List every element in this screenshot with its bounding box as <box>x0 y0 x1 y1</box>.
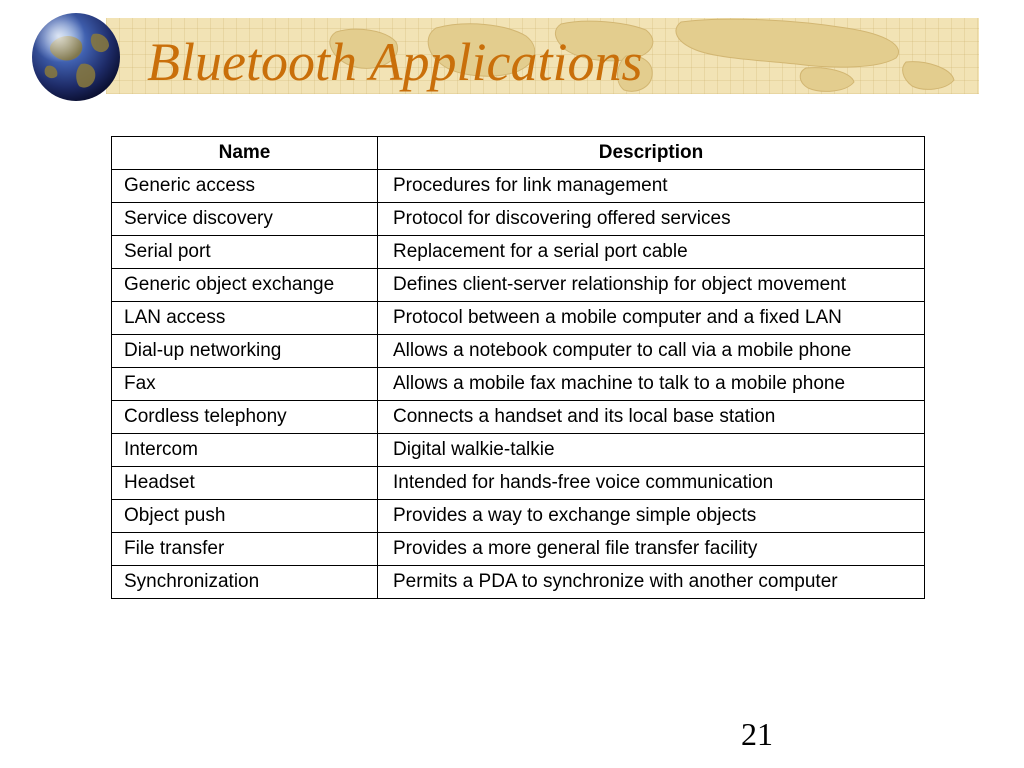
cell-description: Allows a mobile fax machine to talk to a mobile phone <box>378 368 925 401</box>
globe-icon <box>31 12 121 102</box>
table-row <box>112 269 925 302</box>
table-row <box>112 170 925 203</box>
cell-name: LAN access <box>112 302 378 335</box>
cell-name: Generic access <box>112 170 378 203</box>
column-header-description: Description <box>378 137 925 170</box>
table-row <box>112 566 925 599</box>
cell-description: Protocol for discovering offered services <box>378 203 925 236</box>
table-row <box>112 236 925 269</box>
cell-name: File transfer <box>112 533 378 566</box>
table-row <box>112 368 925 401</box>
cell-name: Fax <box>112 368 378 401</box>
cell-name: Object push <box>112 500 378 533</box>
cell-description: Procedures for link management <box>378 170 925 203</box>
cell-name: Intercom <box>112 434 378 467</box>
cell-description: Provides a more general file transfer facility <box>378 533 925 566</box>
table-row <box>112 302 925 335</box>
cell-description: Connects a handset and its local base station <box>378 401 925 434</box>
table-row <box>112 335 925 368</box>
page-number: 21 <box>741 716 773 752</box>
table-row <box>112 500 925 533</box>
table-row <box>112 434 925 467</box>
cell-description: Intended for hands-free voice communication <box>378 467 925 500</box>
cell-name: Serial port <box>112 236 378 269</box>
table-row <box>112 401 925 434</box>
cell-name: Cordless telephony <box>112 401 378 434</box>
table-header-row <box>112 137 925 170</box>
cell-name: Service discovery <box>112 203 378 236</box>
table-row <box>112 533 925 566</box>
slide-title: Bluetooth Applications <box>147 32 643 92</box>
cell-description: Permits a PDA to synchronize with another computer <box>378 566 925 599</box>
cell-name: Dial-up networking <box>112 335 378 368</box>
cell-description: Allows a notebook computer to call via a mobile phone <box>378 335 925 368</box>
bluetooth-applications-table <box>111 136 925 599</box>
cell-description: Provides a way to exchange simple objects <box>378 500 925 533</box>
cell-name: Generic object exchange <box>112 269 378 302</box>
table-row <box>112 203 925 236</box>
table-row <box>112 467 925 500</box>
cell-description: Defines client-server relationship for object movement <box>378 269 925 302</box>
cell-description: Replacement for a serial port cable <box>378 236 925 269</box>
column-header-name: Name <box>112 137 378 170</box>
cell-name: Headset <box>112 467 378 500</box>
cell-description: Protocol between a mobile computer and a fixed LAN <box>378 302 925 335</box>
cell-name: Synchronization <box>112 566 378 599</box>
cell-description: Digital walkie-talkie <box>378 434 925 467</box>
